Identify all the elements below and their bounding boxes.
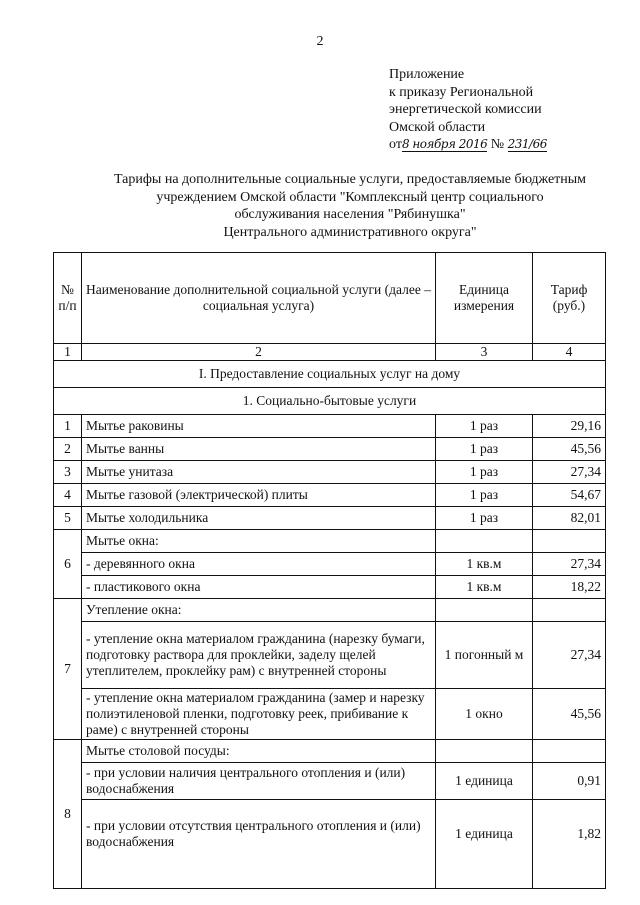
column-index: 1: [54, 344, 82, 361]
date-prefix: от: [389, 137, 402, 152]
row-name: Мытье газовой (электрической) плиты: [82, 484, 436, 507]
row-unit: 1 кв.м: [436, 553, 533, 576]
row-num: 4: [54, 484, 82, 507]
appendix-line-2: к приказу Региональной: [389, 84, 534, 100]
table-row: [54, 438, 606, 461]
appendix-line-4: Омской области: [389, 119, 486, 135]
row-unit: 1 окно: [436, 689, 533, 740]
appendix-date-line: [389, 136, 547, 154]
number-prefix: №: [490, 137, 505, 152]
header-name: Наименование дополнительной социальной услуги (далее – социальная услуга): [82, 253, 436, 344]
row-name: - при условии отсутствия центрального отопления и (или) водоснабжения: [82, 800, 436, 889]
row-num: 8: [54, 740, 82, 889]
row-num: 3: [54, 461, 82, 484]
row-price: 82,01: [533, 507, 606, 530]
title-line-4: Центрального административного округа": [223, 224, 477, 240]
row-unit: 1 единица: [436, 763, 533, 800]
page-number: 2: [316, 34, 324, 49]
row-name: - утепление окна материалом гражданина (замер и нарезку полиэтиленовой пленки, подготовку реек, прибивание к раме) с внутренней стороны: [82, 689, 436, 740]
table-row: [54, 461, 606, 484]
row-num: 1: [54, 415, 82, 438]
row-name: Мытье холодильника: [82, 507, 436, 530]
row-price: 18,22: [533, 576, 606, 599]
row-num: 5: [54, 507, 82, 530]
table-row: [54, 800, 606, 889]
row-price: 27,34: [533, 622, 606, 689]
row-price: 1,82: [533, 800, 606, 889]
row-num: 2: [54, 438, 82, 461]
row-price: 45,56: [533, 438, 606, 461]
subsection-row: [54, 388, 606, 415]
row-num: 7: [54, 599, 82, 740]
row-price: 27,34: [533, 553, 606, 576]
column-index: 3: [436, 344, 533, 361]
subsection-title: 1. Социально-бытовые услуги: [54, 388, 606, 415]
section-title: I. Предоставление социальных услуг на дому: [54, 361, 606, 388]
column-index: 4: [533, 344, 606, 361]
row-unit: 1 погонный м: [436, 622, 533, 689]
row-name: - пластикового окна: [82, 576, 436, 599]
title-line-2: учреждением Омской области "Комплексный центр социального: [156, 189, 544, 205]
handwritten-number: 231/66: [507, 137, 547, 151]
table-row: [54, 484, 606, 507]
row-name: Мытье унитаза: [82, 461, 436, 484]
row-group-title: Мытье окна:: [82, 530, 436, 553]
appendix-line-1: Приложение: [389, 67, 465, 82]
appendix-line-3: энергетической комиссии: [389, 102, 542, 117]
tariffs-table: [53, 252, 606, 889]
row-name: - деревянного окна: [82, 553, 436, 576]
row-unit: 1 единица: [436, 800, 533, 889]
column-index: 2: [82, 344, 436, 361]
row-name: - при условии наличия центрального отопления и (или) водоснабжения: [82, 763, 436, 800]
row-price: 27,34: [533, 461, 606, 484]
row-name: Мытье ванны: [82, 438, 436, 461]
row-unit: 1 раз: [436, 461, 533, 484]
table-row: [54, 689, 606, 740]
row-unit: 1 раз: [436, 507, 533, 530]
row-unit: 1 раз: [436, 438, 533, 461]
row-price: 45,56: [533, 689, 606, 740]
row-price: 0,91: [533, 763, 606, 800]
document-title: [60, 171, 640, 241]
row-num: 6: [54, 530, 82, 599]
title-line-3: обслуживания населения "Рябинушка": [234, 207, 466, 222]
table-row: [54, 763, 606, 800]
table-row: [54, 599, 606, 622]
table-row: [54, 415, 606, 438]
row-name: Мытье раковины: [82, 415, 436, 438]
table-header-row: [54, 253, 606, 344]
row-unit: 1 раз: [436, 484, 533, 507]
header-num: № п/п: [54, 253, 82, 344]
table-row: [54, 576, 606, 599]
header-price: Тариф (руб.): [533, 253, 606, 344]
table-row: [54, 507, 606, 530]
row-unit: 1 кв.м: [436, 576, 533, 599]
row-price: 54,67: [533, 484, 606, 507]
section-row: [54, 361, 606, 388]
table-row: [54, 553, 606, 576]
row-name: - утепление окна материалом гражданина (нарезку бумаги, подготовку раствора для проклейки, заделу щелей утеплителем, проклейку рам) с внутренней стороны: [82, 622, 436, 689]
table-row: [54, 530, 606, 553]
column-index-row: [54, 344, 606, 361]
handwritten-date: 8 ноября 2016: [401, 137, 488, 151]
title-line-1: Тарифы на дополнительные социальные услуги, предоставляемые бюджетным: [113, 172, 587, 187]
row-group-title: Мытье столовой посуды:: [82, 740, 436, 763]
table-row: [54, 622, 606, 689]
row-price: 29,16: [533, 415, 606, 438]
header-unit: Единица измерения: [436, 253, 533, 344]
table-row: [54, 740, 606, 763]
appendix-block: [389, 66, 547, 154]
row-unit: 1 раз: [436, 415, 533, 438]
row-group-title: Утепление окна:: [82, 599, 436, 622]
